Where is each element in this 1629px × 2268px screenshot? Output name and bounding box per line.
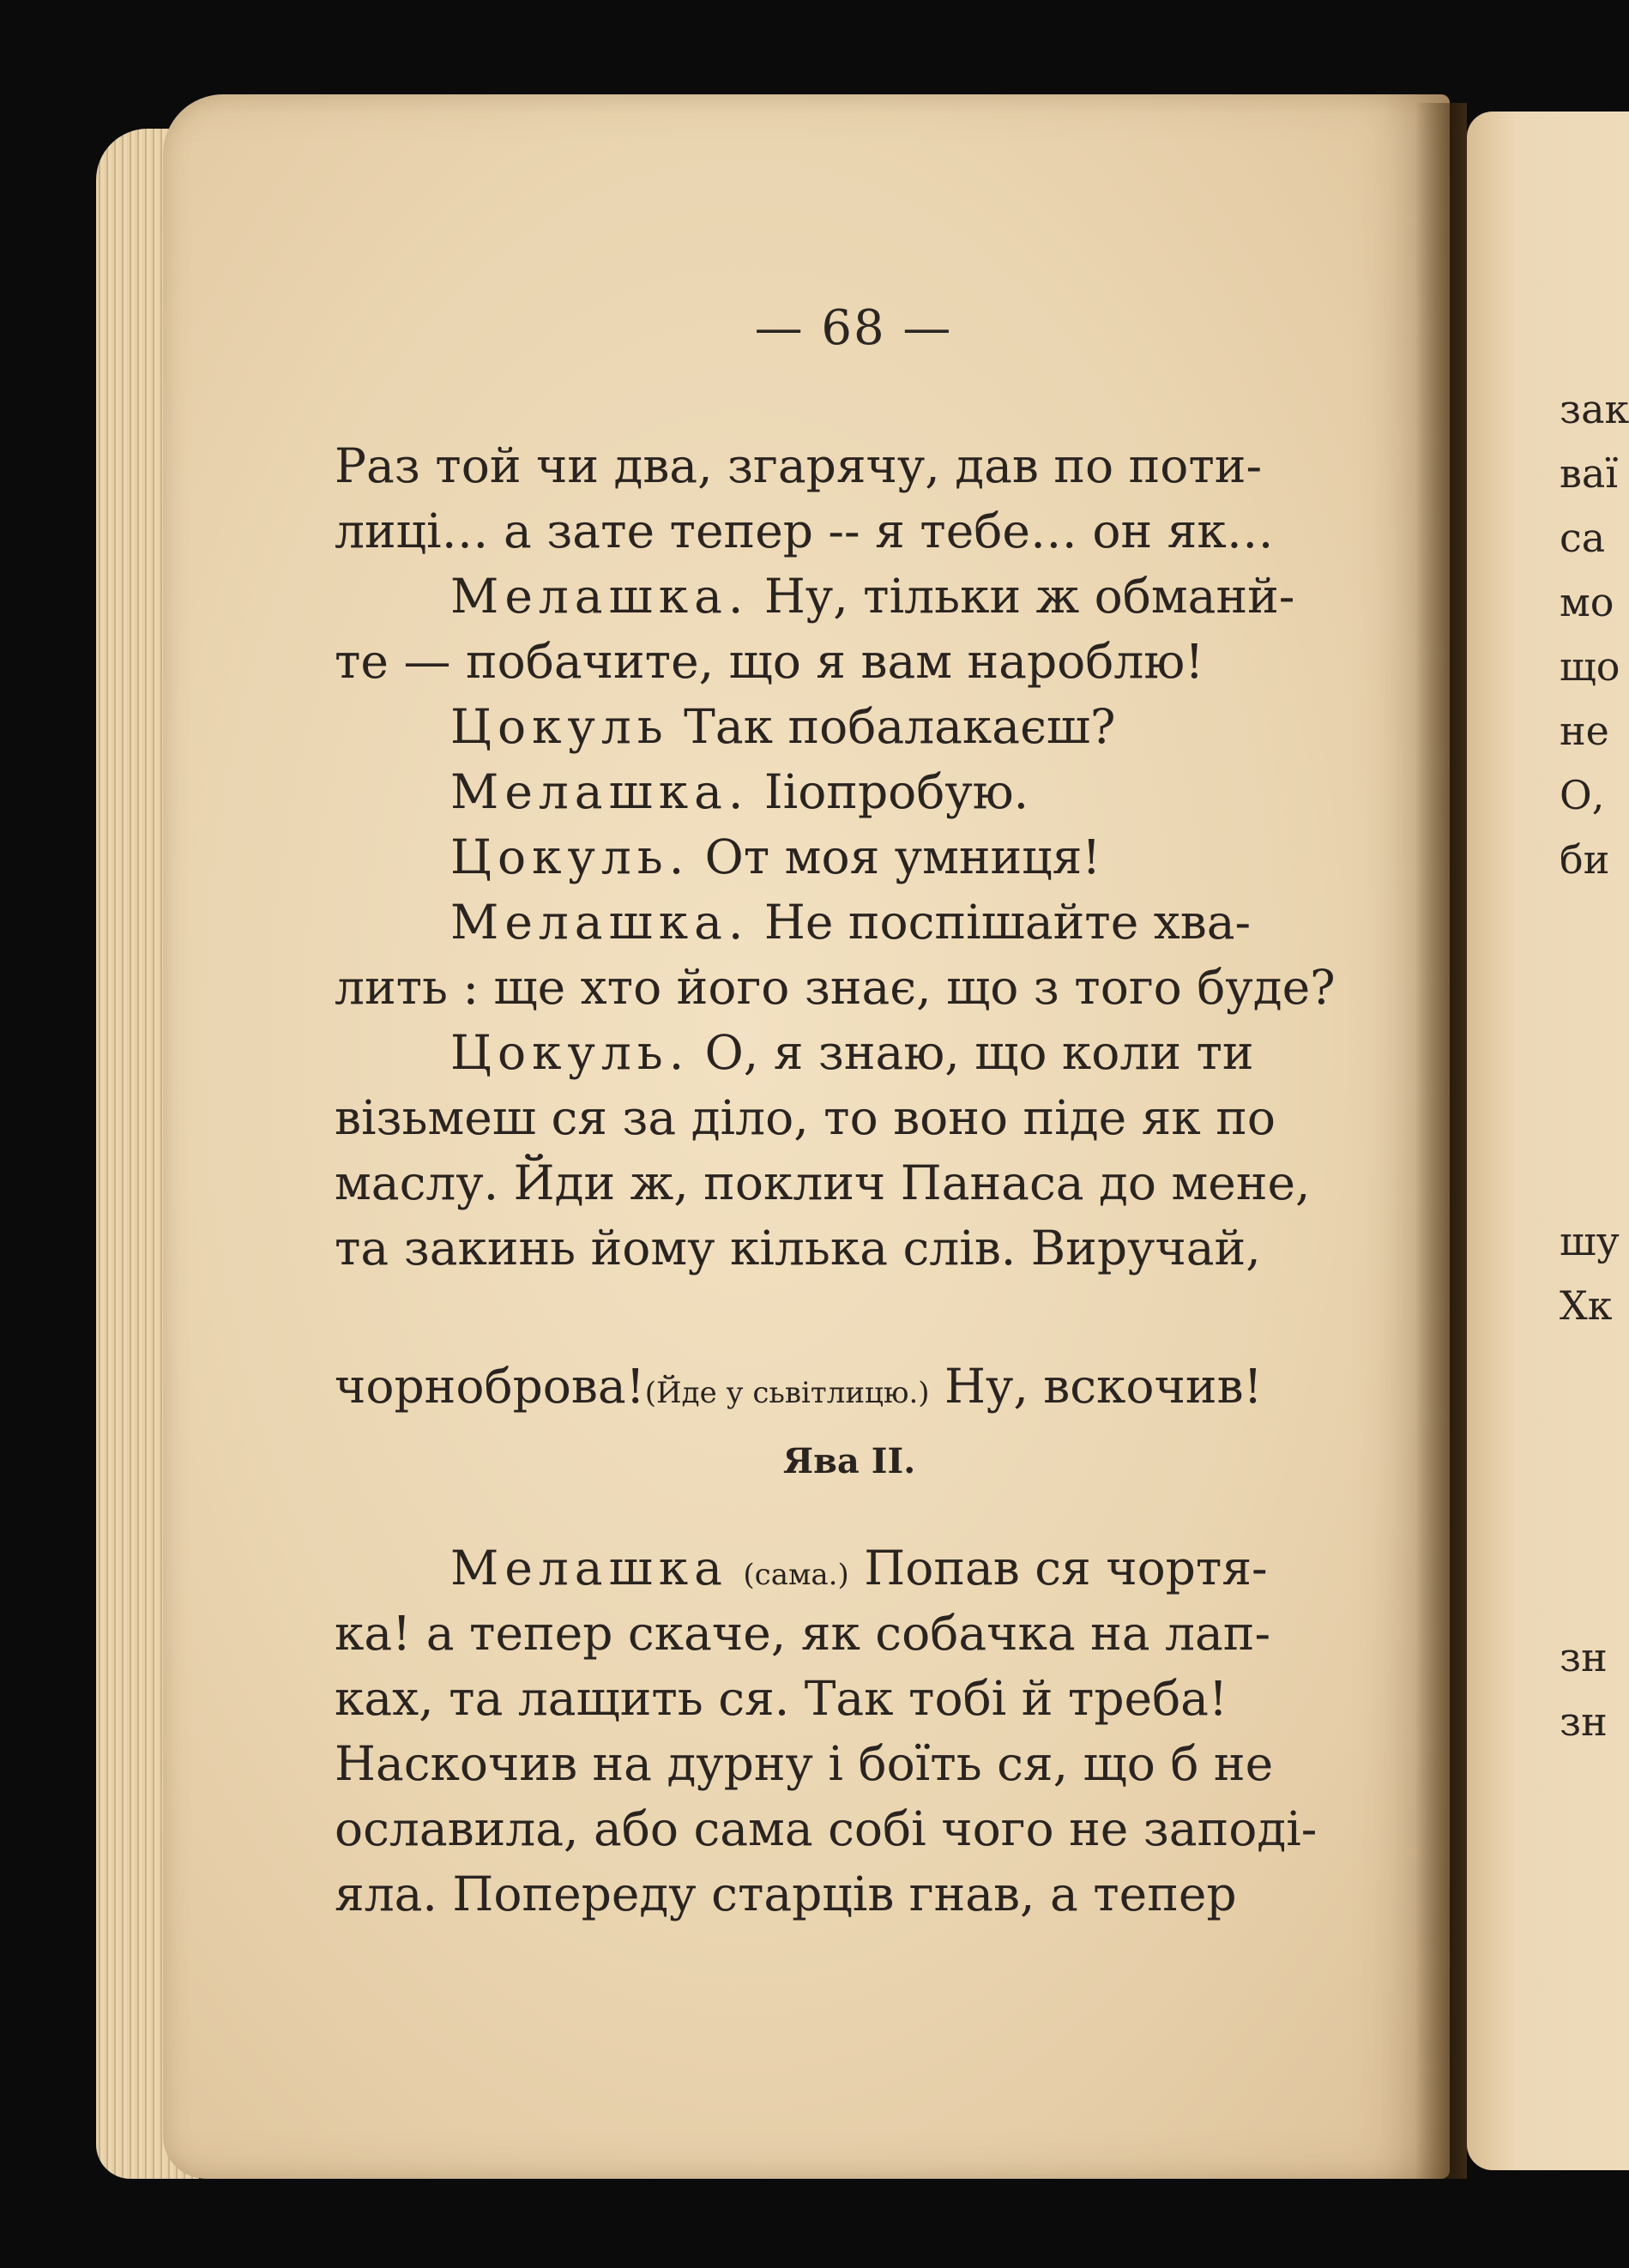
right-page-fragment: шу: [1560, 1218, 1620, 1264]
speaker-name: Цокуль.: [450, 829, 691, 884]
line-text: О, я знаю, що коли ти: [690, 1025, 1254, 1080]
right-page-fragment: мо: [1560, 579, 1614, 625]
stage-direction: (Йде у сьвітлицю.): [644, 1376, 930, 1410]
right-page-fragment: са: [1560, 515, 1606, 561]
text-line: Наскочив на дурну і боїть ся, що б не: [335, 1736, 1274, 1791]
text-line: [335, 433, 1354, 498]
line-text: лиці… а зате тепер -- я тебе… он як…: [335, 504, 1274, 558]
text-line: [335, 1020, 1354, 1085]
right-page-fragment: що: [1560, 643, 1620, 690]
line-text: лить : ще хто його знає, що з того буде?: [335, 960, 1336, 1015]
speaker-name: Цокуль.: [450, 1025, 691, 1080]
line-text: те — побачите, що я вам нароблю!: [335, 634, 1204, 689]
line-end: Ну, вскочив!: [929, 1359, 1263, 1414]
right-page-fragment: зак: [1560, 386, 1629, 432]
speaker-name: Мелашка: [450, 1541, 728, 1595]
right-page-fragment: би: [1560, 836, 1610, 883]
line-text: та закинь йому кілька слів. Виручай,: [335, 1221, 1261, 1276]
right-page-fragment: зн: [1560, 1698, 1608, 1745]
text-line: ка! а тепер скаче, як собачка на лап-: [335, 1606, 1271, 1661]
text-line: [335, 498, 1354, 564]
text-line: [335, 1150, 1354, 1215]
book-gutter: [1415, 103, 1467, 2179]
text-line: [335, 890, 1354, 955]
text-line: [335, 955, 1354, 1020]
line-text: Раз той чи два, згарячу, дав по поти-: [335, 438, 1263, 493]
speaker-name: Мелашка.: [450, 764, 750, 819]
text-line: ославила, або сама собі чого не заподі-: [335, 1801, 1318, 1856]
speaker-name: Цокуль: [450, 699, 669, 754]
page-number: — 68 —: [754, 300, 953, 356]
text-line: [335, 629, 1354, 694]
right-page-fragment: О,: [1560, 772, 1605, 818]
line-text: Ііопробую.: [749, 764, 1029, 819]
text-line: [335, 1215, 1354, 1281]
line-text: маслу. Йди ж, поклич Панаса до мене,: [335, 1155, 1311, 1210]
text-line: [335, 824, 1354, 890]
text-line: [335, 1535, 1354, 1601]
scene-heading: Ява II.: [782, 1441, 916, 1481]
speaker-name: Мелашка.: [450, 569, 750, 624]
text-block-2: [335, 1535, 1354, 1927]
text-line: [335, 564, 1354, 629]
line-text: візьмеш ся за діло, то воно піде як по: [335, 1090, 1276, 1145]
line-text: Не поспішайте хва-: [749, 895, 1252, 950]
line-text: Ну, тільки ж обманй-: [749, 569, 1295, 624]
line-text: От моя умниця!: [690, 829, 1101, 884]
text-line: [335, 694, 1354, 759]
text-line: яла. Попереду старців гнав, а тепер: [335, 1867, 1237, 1921]
right-page-fragment: Хк: [1560, 1282, 1613, 1329]
right-page-fragment: не: [1560, 708, 1609, 754]
stage-direction: (сама.): [743, 1558, 849, 1592]
text-line: [335, 1085, 1354, 1150]
text-block-1: [335, 433, 1354, 1281]
line-text: Так побалакаєш?: [668, 699, 1116, 754]
text-line: [335, 759, 1354, 824]
speaker-name: Мелашка.: [450, 895, 750, 950]
right-page-fragment: зн: [1560, 1634, 1608, 1680]
line-end: Попав ся чортя-: [848, 1541, 1268, 1595]
text-line-last: [335, 1354, 1354, 1419]
line-start: чорноброва!: [335, 1359, 645, 1414]
right-page-fragment: ваї: [1560, 450, 1619, 497]
text-line: ках, та лащить ся. Так тобі й треба!: [335, 1671, 1228, 1726]
